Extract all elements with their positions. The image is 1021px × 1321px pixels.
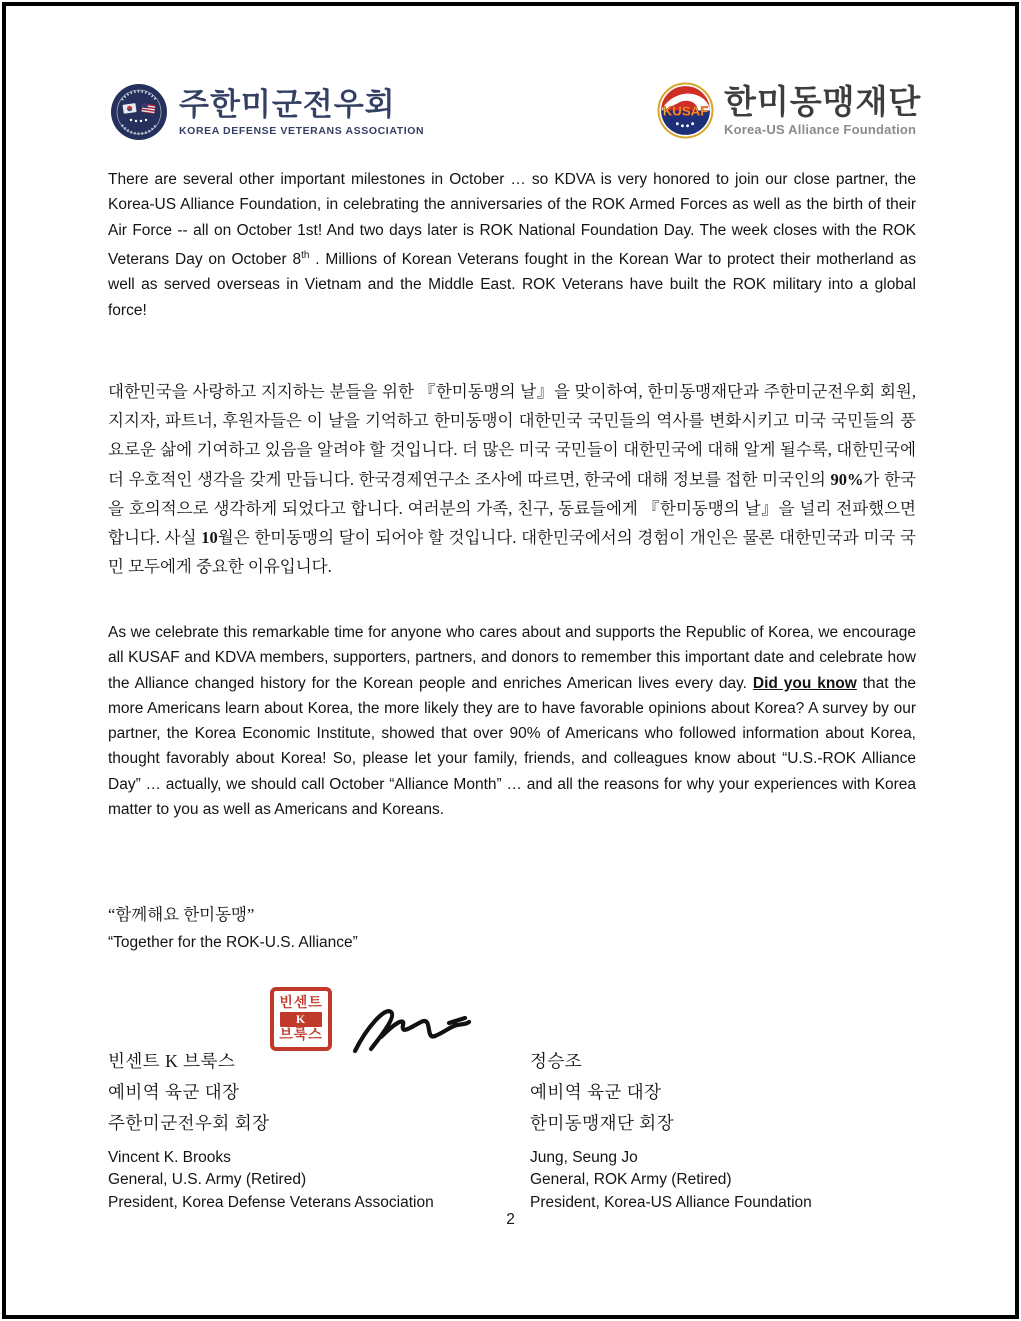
jung-signature [345, 995, 475, 1065]
closing-slogan-korean: “함께해요 한미동맹” [108, 905, 255, 924]
english-paragraph-1 [108, 167, 916, 323]
left-english-title: President, Korea Defense Veterans Association [108, 1193, 434, 1211]
korean-paragraph [108, 377, 916, 581]
kdva-korean-name: 주한미군전우회 [179, 86, 396, 122]
page-number: 2 [506, 1211, 515, 1228]
kr-text: 대한민국을 사랑하고 지지하는 분들을 위한 『한미동맹의 날』을 맞이하여, 한미동맹재단과 주한미군전우회 회원, 지지자, 파트너, 후원자들은 이 날을 기억하고 한미동맹이 대한민국 국민들의 역사를 변화시키고 미국 국민들의 풍요로운 삶에 기여하고 있음을 알려야 할 것입니다. 더 많은 미국 국민들이 대한민국에 대해 알게 될수록, 대한민국에 더 우호적인 생각을 갖게 만듭니다. 한국경제연구소 조사에 따르면, 한국에 대해 정보를 접한 미국인의 [108, 382, 916, 489]
brooks-seal-stamp [270, 987, 332, 1051]
right-english-rank: General, ROK Army (Retired) [530, 1171, 732, 1189]
left-korean-rank: 예비역 육군 대장 [108, 1082, 240, 1102]
kr-bold-10: 10 [201, 528, 218, 548]
en1-text: There are several other important milestones in October … so KDVA is very honored to join our close partner, the Korea-US Alliance Foundation, in celebrating the anniversaries of the ROK Armed Forces as well as the birth of their Air Force -- all on October 1st! And two days later is ROK National Foundation Day. The week closes with the ROK Veterans Day on October 8 [108, 171, 916, 269]
right-english-name: Jung, Seung Jo [530, 1149, 638, 1166]
kr-text-cont2: 월은 한미동맹의 달이 되어야 할 것입니다. 대한민국에서의 경험이 개인은 물론 대한민국과 미국 국민 모두에게 중요한 이유입니다. [108, 528, 916, 577]
kusaf-emblem-icon [657, 82, 714, 139]
kusaf-logo-text [724, 84, 921, 137]
signatory-right-english [530, 1147, 812, 1214]
right-english-title: President, Korea-US Alliance Foundation [530, 1193, 812, 1211]
signatory-left-korean [108, 1046, 270, 1139]
kr-text-cont1: 가 한국을 호의적으로 생각하게 되었다고 합니다. 여러분의 가족, 친구, 동료들에게 『한미동맹의 날』을 널리 전파했으면 합니다. 사실 [108, 469, 916, 548]
right-korean-title: 한미동맹재단 회장 [530, 1113, 675, 1133]
kdva-seal-icon [110, 83, 168, 141]
signatory-left-english [108, 1147, 434, 1214]
english-paragraph-2 [108, 620, 916, 822]
right-korean-name: 정승조 [530, 1051, 583, 1071]
stamp-row-2: K [280, 1012, 322, 1027]
signatory-right-korean [530, 1046, 674, 1139]
left-english-rank: General, U.S. Army (Retired) [108, 1171, 307, 1189]
kusaf-logo [657, 82, 921, 139]
left-english-name: Vincent K. Brooks [108, 1149, 231, 1166]
kusaf-english-name: Korea-US Alliance Foundation [724, 122, 917, 137]
kdva-logo-text [179, 88, 424, 137]
kr-bold-90pct: 90% [830, 469, 864, 489]
left-korean-title: 주한미군전우회 회장 [108, 1113, 270, 1133]
en2-text: As we celebrate this remarkable time for anyone who cares about and supports the Republic of Korea, we encourage all KUSAF and KDVA members, supporters, partners, and donors to remember this important date and celebrate how the Alliance changed history for the Korean people and enriches American lives every day. [108, 624, 916, 692]
kusaf-korean-name: 한미동맹재단 [724, 83, 922, 120]
kdva-english-name: KOREA DEFENSE VETERANS ASSOCIATION [179, 124, 425, 137]
right-korean-rank: 예비역 육군 대장 [530, 1082, 662, 1102]
stamp-row-1: 빈센트 [279, 995, 323, 1011]
closing-slogan-english: “Together for the ROK-U.S. Alliance” [108, 934, 358, 951]
stamp-row-3: 브룩스 [279, 1027, 323, 1043]
kusaf-emblem-text: KUSAF [662, 103, 709, 119]
left-korean-name: 빈센트 K 브룩스 [108, 1051, 236, 1071]
en2-text-cont: that the more Americans learn about Korea, the more likely they are to have favorable opinions about Korea? A survey by our partner, the Korea Economic Institute, showed that over 90% of Americans who followed information about Korea, thought favorably about Korea! So, please let your family, friends, and colleagues know about “U.S.-ROK Alliance Day” … actually, we should call October “Alliance Month” … and all the reasons for why your experiences with Korea matter to you as well as Americans and Koreans. [108, 674, 917, 819]
ordinal-superscript: th [301, 249, 310, 261]
en1-text-cont: . Millions of Korean Veterans fought in the Korean War to protect their motherland as well as served overseas in Vietnam and the Middle East. ROK Veterans have built the ROK military into a global force! [108, 251, 917, 319]
kdva-logo [110, 83, 424, 141]
did-you-know-emphasis: Did you know [752, 674, 857, 692]
